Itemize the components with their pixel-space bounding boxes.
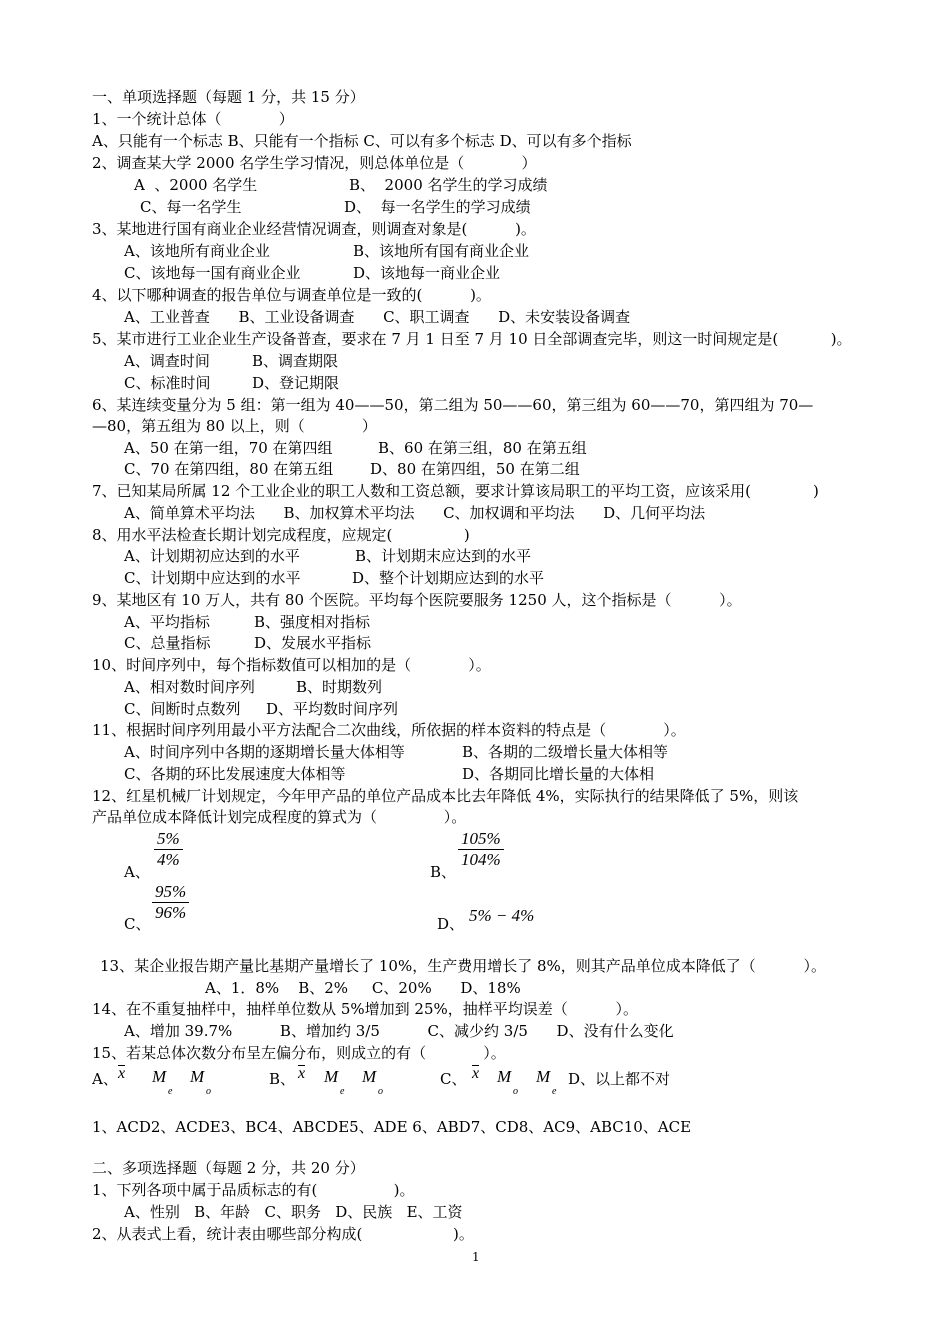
section2-heading: 二、多项选择题（每题 2 分，共 20 分） bbox=[92, 1159, 365, 1177]
question-15-option-d: D、以上都不对 bbox=[568, 1070, 671, 1088]
question-3-option-b: B、该地所有国有商业企业 bbox=[353, 242, 530, 260]
question-10-stem: 10、时间序列中，每个指标数值可以相加的是（ ）。 bbox=[92, 656, 491, 674]
question-3-stem: 3、某地进行国有商业企业经营情况调查，则调查对象是( )。 bbox=[92, 220, 536, 238]
m-symbol: M bbox=[536, 1067, 551, 1086]
question-3-option-d: D、该地每一商业企业 bbox=[353, 264, 501, 282]
fraction-numerator: 105% bbox=[461, 829, 501, 848]
question-10-option-b: B、时期数列 bbox=[296, 678, 383, 696]
question-9-option-b: B、强度相对指标 bbox=[254, 613, 371, 631]
question-8-option-c: C、计划期中应达到的水平 bbox=[124, 569, 301, 587]
multi-question-2-stem: 2、从表式上看，统计表由哪些部分构成( )。 bbox=[92, 1225, 474, 1243]
x-bar-symbol: x bbox=[118, 1065, 126, 1082]
question-15-option-b-label: B、 bbox=[269, 1070, 296, 1088]
question-4-stem: 4、以下哪种调查的报告单位与调查单位是一致的( )。 bbox=[92, 286, 491, 304]
question-11-stem: 11、根据时间序列用最小平方法配合二次曲线，所依据的样本资料的特点是（ ）。 bbox=[92, 721, 686, 739]
m-symbol: M bbox=[324, 1067, 339, 1086]
question-6-option-a: A、50 在第一组，70 在第四组 bbox=[124, 439, 333, 457]
m-symbol: M bbox=[152, 1067, 167, 1086]
question-2-stem: 2、调查某大学 2000 名学生学习情况，则总体单位是（ ） bbox=[92, 154, 537, 172]
question-7-options: A、简单算术平均法 B、加权算术平均法 C、加权调和平均法 D、几何平均法 bbox=[124, 504, 706, 522]
m-symbol: M bbox=[190, 1067, 205, 1086]
subscript-e: e bbox=[340, 1086, 345, 1097]
question-11-option-b: B、各期的二级增长量大体相等 bbox=[462, 743, 669, 761]
question-2-option-d: D、 每一名学生的学习成绩 bbox=[344, 198, 531, 216]
multi-question-1-stem: 1、下列各项中属于品质标志的有( )。 bbox=[92, 1181, 415, 1199]
question-4-options: A、工业普查 B、工业设备调查 C、职工调查 D、未安装设备调查 bbox=[124, 308, 631, 326]
question-6-option-b: B、60 在第三组，80 在第五组 bbox=[378, 439, 587, 457]
question-2-option-a: A 、2000 名学生 bbox=[134, 176, 258, 194]
question-13-stem: 13、某企业报告期产量比基期产量增长了 10%，生产费用增长了 8%，则其产品单位成本降低了（ ）。 bbox=[100, 957, 826, 975]
question-11-option-a: A、时间序列中各期的逐期增长量大体相等 bbox=[124, 743, 405, 761]
m-symbol: M bbox=[497, 1067, 512, 1086]
question-12-stem-line2: 产品单位成本降低计划完成程度的算式为（ ）。 bbox=[92, 808, 467, 826]
question-9-option-c: C、总量指标 bbox=[124, 634, 211, 652]
subscript-e: e bbox=[168, 1086, 173, 1097]
question-15-option-c-label: C、 bbox=[440, 1070, 467, 1088]
question-3-option-c: C、该地每一国有商业企业 bbox=[124, 264, 301, 282]
question-1-options: A、只能有一个标志 B、只能有一个指标 C、可以有多个标志 D、可以有多个指标 bbox=[92, 132, 632, 150]
question-3-option-a: A、该地所有商业企业 bbox=[124, 242, 270, 260]
question-12-option-b-label: B、 bbox=[430, 863, 457, 881]
subscript-o: o bbox=[513, 1086, 518, 1097]
question-12-option-d-label: D、 bbox=[437, 915, 465, 933]
question-5-option-c: C、标准时间 bbox=[124, 374, 211, 392]
question-10-option-d: D、平均数时间序列 bbox=[266, 700, 399, 718]
section1-heading: 一、单项选择题（每题 1 分，共 15 分） bbox=[92, 88, 365, 106]
fraction-numerator: 95% bbox=[155, 882, 187, 901]
subscript-o: o bbox=[378, 1086, 383, 1097]
question-10-option-c: C、间断时点数列 bbox=[124, 700, 241, 718]
subscript-e: e bbox=[552, 1086, 557, 1097]
question-12-option-a-fraction bbox=[154, 829, 183, 870]
question-2-option-b: B、 2000 名学生的学习成绩 bbox=[349, 176, 548, 194]
question-12-option-d-expression: 5% − 4% bbox=[469, 906, 535, 925]
question-14-options: A、增加 39.7% B、增加约 3/5 C、减少约 3/5 D、没有什么变化 bbox=[124, 1022, 674, 1040]
question-10-option-a: A、相对数时间序列 bbox=[124, 678, 255, 696]
question-2-option-c: C、每一名学生 bbox=[140, 198, 242, 216]
multi-question-1-options: A、性别 B、年龄 C、职务 D、民族 E、工资 bbox=[124, 1203, 463, 1221]
fraction-numerator: 5% bbox=[157, 829, 180, 848]
question-15-option-a-label: A、 bbox=[92, 1070, 118, 1088]
question-8-option-b: B、计划期末应达到的水平 bbox=[355, 547, 532, 565]
question-12-option-a-label: A、 bbox=[124, 863, 150, 881]
x-bar-symbol: x bbox=[298, 1065, 306, 1082]
fraction-denominator: 96% bbox=[155, 903, 187, 922]
question-9-stem: 9、某地区有 10 万人，共有 80 个医院。平均每个医院要服务 1250 人，这个指标是（ ）。 bbox=[92, 591, 742, 609]
question-8-option-d: D、整个计划期应达到的水平 bbox=[352, 569, 545, 587]
question-14-stem: 14、在不重复抽样中，抽样单位数从 5%增加到 25%，抽样平均误差（ ）。 bbox=[92, 1000, 638, 1018]
answers-section1: 1、ACD2、ACDE3、BC4、ABCDE5、ADE 6、ABD7、CD8、AC9、ABC10、ACE bbox=[92, 1118, 692, 1136]
question-5-option-b: B、调查期限 bbox=[252, 352, 339, 370]
subscript-o: o bbox=[206, 1086, 211, 1097]
question-8-stem: 8、用水平法检查长期计划完成程度，应规定( ) bbox=[92, 526, 470, 544]
question-13-options: A、1．8% B、2% C、20% D、18% bbox=[205, 979, 521, 997]
fraction-denominator: 4% bbox=[157, 850, 180, 869]
page-number: 1 bbox=[472, 1250, 480, 1264]
question-11-option-c: C、各期的环比发展速度大体相等 bbox=[124, 765, 346, 783]
question-6-option-c: C、70 在第四组，80 在第五组 bbox=[124, 460, 334, 478]
question-6-option-d: D、80 在第四组，50 在第二组 bbox=[370, 460, 580, 478]
question-1-stem: 1、一个统计总体（ ） bbox=[92, 110, 294, 128]
question-5-stem: 5、某市进行工业企业生产设备普查，要求在 7 月 1 日至 7 月 10 日全部调查完毕，则这一时间规定是( )。 bbox=[92, 330, 852, 348]
question-6-stem-line1: 6、某连续变量分为 5 组：第一组为 40——50，第二组为 50——60，第三组为 60——70，第四组为 70— bbox=[92, 396, 814, 414]
question-12-option-c-fraction bbox=[152, 882, 189, 923]
m-symbol: M bbox=[362, 1067, 377, 1086]
question-5-option-a: A、调查时间 bbox=[124, 352, 210, 370]
question-7-stem: 7、已知某局所属 12 个工业企业的职工人数和工资总额，要求计算该局职工的平均工资，应该采用( ) bbox=[92, 482, 819, 500]
question-8-option-a: A、计划期初应达到的水平 bbox=[124, 547, 300, 565]
question-5-option-d: D、登记期限 bbox=[252, 374, 340, 392]
question-6-stem-line2: —80，第五组为 80 以上，则（ ） bbox=[92, 417, 377, 435]
question-12-stem-line1: 12、红星机械厂计划规定，今年甲产品的单位产品成本比去年降低 4%，实际执行的结果降低了 5%，则该 bbox=[92, 787, 799, 805]
question-9-option-d: D、发展水平指标 bbox=[254, 634, 372, 652]
fraction-denominator: 104% bbox=[461, 850, 501, 869]
question-9-option-a: A、平均指标 bbox=[124, 613, 210, 631]
question-15-stem: 15、若某总体次数分布呈左偏分布，则成立的有（ ）。 bbox=[92, 1044, 506, 1062]
question-12-option-c-label: C、 bbox=[124, 915, 151, 933]
question-11-option-d: D、各期同比增长量的大体相 bbox=[462, 765, 655, 783]
x-bar-symbol: x bbox=[472, 1065, 480, 1082]
question-12-option-b-fraction bbox=[458, 829, 504, 870]
